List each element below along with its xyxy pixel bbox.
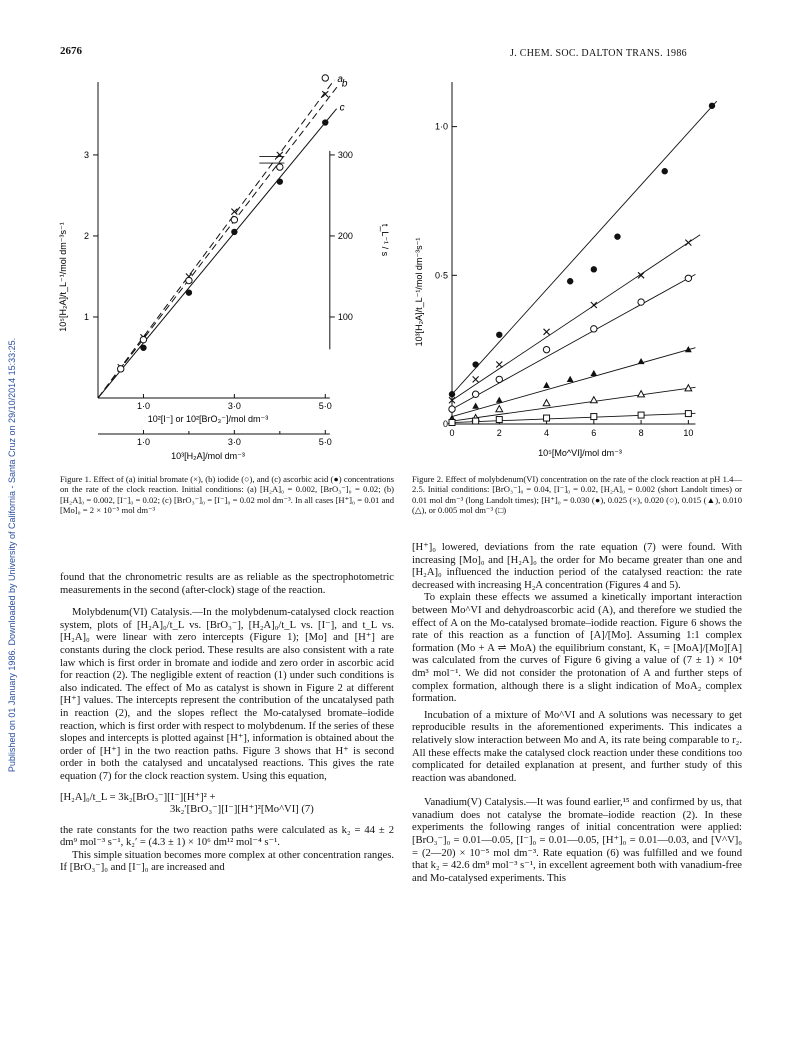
left-paragraph-4: This simple situation becomes more complex at other concentration ranges. If [BrO₃⁻]₀ and [I⁻]₀ are increased and: [60, 849, 394, 874]
fig1-fit-line-a: [98, 80, 334, 398]
fig1-lower-x-tick-label: 5·0: [318, 437, 332, 447]
fig2-fit-line: [452, 348, 695, 417]
fig1-point-c: [140, 345, 146, 351]
right-paragraph-3: Incubation of a mixture of Mo^VI and A solutions was necessary to get reproducible results in the aforementioned experiments. This indicates a relatively slow interaction between Mo and A, its rate being comparable to r₂. All these effects make the catalysed clock reaction under these conditions too complicated for detailed explanation at present, and further study of this reaction was abandoned.: [412, 709, 742, 784]
fig1-line-label-b: b: [341, 78, 348, 90]
fig2-point: [685, 275, 691, 281]
fig1-point-c: [277, 178, 283, 184]
fig1-left-tick-label: 3: [83, 149, 89, 160]
download-notice: [2, 170, 16, 950]
fig1-point-b: [118, 366, 124, 372]
figure-2-chart: [412, 62, 742, 472]
left-paragraph-1: found that the chronometric results are as reliable as the spectrophotometric measurements in the second (after-clock) stage of the reaction.: [60, 572, 394, 596]
fig2-x-tick-label: 10: [683, 428, 694, 438]
fig1-lower-xlabel: 10³[H₂A]/mol dm⁻³: [171, 451, 245, 461]
fig2-x-tick-label: 8: [638, 428, 644, 438]
fig1-point-b: [277, 164, 283, 170]
fig2-x-tick-label: 4: [544, 428, 550, 438]
fig2-point: [543, 382, 550, 388]
right-column: [412, 542, 742, 885]
fig2-point: [449, 406, 455, 412]
fig1-right-ylabel: t_L⁻¹ / s: [380, 223, 390, 257]
fig1-point-c: [322, 119, 328, 125]
fig2-fit-line: [452, 235, 700, 400]
fig2-fit-line: [452, 101, 717, 394]
fig2-y-tick-label: 0: [442, 419, 448, 429]
figure-2-caption: Figure 2. Effect of molybdenum(VI) concentration on the rate of the clock reaction at pH 1.4—2.5. Initial conditions: [BrO₃⁻]₀ = 0.04, [I⁻]₀ = 0.02, [H₂A]₀ = 0.002 (short Landolt times) or 0.01 mol dm⁻³ (long Landolt times); [H⁺]₀ = 0.030 (●), 0.025 (×), 0.020 (○), 0.015 (▲), 0.010 (△), or 0.005 mol dm⁻³ (□): [412, 474, 742, 516]
fig2-point: [662, 168, 668, 174]
fig2-fit-line: [452, 387, 695, 421]
fig2-point: [591, 266, 597, 272]
fig2-point: [544, 329, 550, 335]
fig2-point: [591, 326, 597, 332]
fig2-x-tick-label: 0: [449, 428, 455, 438]
figure-1-chart: [48, 62, 400, 472]
fig2-point: [449, 391, 455, 397]
fig1-lower-x-tick-label: 3·0: [227, 437, 241, 447]
equation-7-line-2: 3k₂′[BrO₃⁻][I⁻][H⁺]²[Mo^VI] (7): [170, 804, 314, 816]
fig1-upper-x-tick-label: 1·0: [136, 401, 150, 411]
fig2-fit-line: [452, 413, 695, 422]
fig2-point: [638, 391, 645, 397]
fig1-point-b: [322, 75, 328, 81]
fig2-point: [472, 361, 478, 367]
fig2-point: [496, 376, 502, 382]
journal-header: J. CHEM. SOC. DALTON TRANS. 1986: [510, 48, 687, 59]
fig2-xlabel: 10⁵[Mo^VI]/mol dm⁻³: [538, 448, 622, 458]
fig2-x-tick-label: 2: [496, 428, 502, 438]
fig2-point: [590, 397, 597, 403]
left-paragraph-3: the rate constants for the two reaction paths were calculated as k₂ = 44 ± 2 dm⁹ mol⁻³ s⁻¹, k₂′ = (4.3 ± 1) × 10⁶ dm¹² mol⁻⁴ s⁻¹.: [60, 824, 394, 849]
fig1-lower-x-tick-label: 1·0: [136, 437, 150, 447]
fig1-left-tick-label: 1: [83, 311, 89, 322]
page-number: 2676: [60, 45, 82, 57]
fig2-point: [638, 358, 645, 364]
fig1-point-a: [277, 152, 283, 158]
fig1-fit-line-c: [98, 109, 337, 398]
fig1-right-tick-label: 200: [337, 230, 353, 241]
fig1-point-c: [231, 229, 237, 235]
fig2-point: [685, 240, 691, 246]
fig2-point: [472, 391, 478, 397]
fig1-point-b: [140, 336, 146, 342]
fig2-point: [544, 415, 550, 421]
equation-7-line-1: [H₂A]₀/t_L = 3k₂[BrO₃⁻][I⁻][H⁺]² +: [60, 791, 216, 803]
right-paragraph-2: To explain these effects we assumed a kinetically important interaction between Mo^VI and dehydroascorbic acid (A), and therefore we studied the effect of A on the Mo-catalysed bromate–iodide reaction. Figure 6 shows the rate of this reaction as a function of [A]/[Mo]. Assuming 1:1 complex formation (Mo + A ⇌ MoA) the equilibrium constant, K₁ = [MoA]/[Mo][A] was calculated from the curves of Figure 6 giving a value of (7 ± 1) × 10⁴ dm³ mol⁻¹. We did not consider the protonation of A and further steps of complex formation, although there is a slight indication of MoA₂ complex formation.: [412, 592, 742, 705]
fig2-point: [496, 417, 502, 423]
fig2-x-tick-label: 6: [591, 428, 597, 438]
fig2-point: [473, 376, 479, 382]
fig2-point: [685, 411, 691, 417]
fig2-point: [709, 103, 715, 109]
fig2-point: [496, 397, 503, 403]
fig1-line-label-c: c: [339, 102, 345, 114]
right-paragraph-1: [H⁺]₀ lowered, deviations from the rate equation (7) were found. With increasing [Mo]₀ and [H₂A]₀ the order for Mo became greater than one and [H₂A]₀ influenced the induction period of the catalysed reaction: the rate decreased with increasing H₂A concentration (Figures 4 and 5).: [412, 542, 742, 591]
left-paragraph-2: Molybdenum(VI) Catalysis.—In the molybdenum-catalysed clock reaction system, plots of [H₂A]₀/t_L vs. [BrO₃⁻], [H₂A]₀/t_L vs. [I⁻], and t_L vs. [H₂A]₀ were linear with zero intercepts (Figure 1); [Mo] and [H⁺] are constants during the clock period. These results are also consistent with a rate law which is first order in bromate and iodide and zero order in ascorbic acid for reaction (2). The negligible extent of reaction (1) under such conditions is also indicated. The effect of Mo as catalyst is shown in Figure 2 at different [H⁺] values. The intercepts represent the contribution of the uncatalysed path in reaction (2), and the slopes reflect the Mo-catalysed bromate–iodide reaction, which is first order with respect to molybdenum. If the series of these slopes and intercepts is plotted against [H⁺], information is obtained about the order of [H⁺] in the two reaction paths. Figure 3 shows that H⁺ is second order in both the catalysed and uncatalysed reactions. This gives the rate equation (7) for the clock reaction system. Using this equation,: [60, 607, 394, 782]
fig1-point-b: [186, 277, 192, 283]
left-column: [60, 572, 394, 875]
fig1-left-ylabel: 10⁵[H₂A]/t_L⁻¹/mol dm⁻³s⁻¹: [58, 222, 68, 332]
fig1-fit-line-b: [98, 85, 339, 398]
fig2-point: [567, 278, 573, 284]
fig2-y-tick-label: 1·0: [434, 121, 448, 132]
fig2-point: [591, 302, 597, 308]
figure-1-caption: Figure 1. Effect of (a) initial bromate (×), (b) iodide (○), and (c) ascorbic acid (●) concentrations on the rate of the clock reaction. Initial conditions: (a) [H₂A]₀ = 0.002, [BrO₃⁻]₀ = 0.02; (b) [H₂A]₀ = 0.002, [I⁻]₀ = 0.02; (c) [BrO₃⁻]₀ = [I⁻]₀ = 0.02 mol dm⁻³. In all cases [H⁺]₀ = 0.01 and [Mo]₀ = 2 × 10⁻⁵ mol dm⁻³: [60, 474, 394, 516]
fig2-point: [638, 412, 644, 418]
fig2-point: [496, 332, 502, 338]
fig1-line-label-a: a: [337, 73, 343, 85]
fig2-point: [590, 370, 597, 376]
fig2-point: [614, 233, 620, 239]
fig1-upper-xlabel: 10²[I⁻] or 10²[BrO₃⁻]/mol dm⁻³: [147, 414, 269, 424]
fig2-point: [496, 362, 502, 368]
fig2-fit-line: [452, 274, 695, 409]
fig2-point: [472, 403, 479, 409]
fig2-point: [591, 414, 597, 420]
fig1-right-tick-label: 300: [337, 149, 353, 160]
fig1-point-c: [186, 289, 192, 295]
fig2-point: [638, 299, 644, 305]
fig2-point: [449, 420, 455, 426]
fig1-point-b: [231, 217, 237, 223]
fig2-point: [567, 376, 574, 382]
fig1-upper-x-tick-label: 5·0: [318, 401, 332, 411]
right-paragraph-4: Vanadium(V) Catalysis.—It was found earlier,¹⁵ and confirmed by us, that vanadium does not catalyse the bromate–iodide reaction (2). In these experiments the following ranges of initial concentration were applied: [BrO₃⁻]₀ = 0.01—0.05, [I⁻]₀ = 0.01—0.05, [H⁺]₀ = 0.01—0.03, and [V^V]₀ = (2—20) × 10⁻⁵ mol dm⁻³. Rate equation (6) was fulfilled and we found that k₂ = 42.6 dm⁹ mol⁻³ s⁻¹, in excellent agreement both with vanadium-free and Mo-catalysed experiments. This: [412, 797, 742, 884]
fig2-ylabel: 10³[H₂A]/t_L⁻¹/mol dm⁻³s⁻¹: [414, 237, 424, 347]
download-notice-text: Published on 01 January 1986. Downloaded by University of California - Santa Cruz on 29/10/2014 15:33:25.: [7, 337, 17, 773]
fig1-right-tick-label: 100: [337, 311, 353, 322]
fig1-upper-x-tick-label: 3·0: [227, 401, 241, 411]
fig2-point: [496, 406, 503, 412]
fig2-point: [473, 418, 479, 424]
fig2-point: [543, 400, 550, 406]
fig1-left-tick-label: 2: [83, 230, 89, 241]
fig2-y-tick-label: 0·5: [434, 270, 448, 281]
fig2-point: [543, 346, 549, 352]
